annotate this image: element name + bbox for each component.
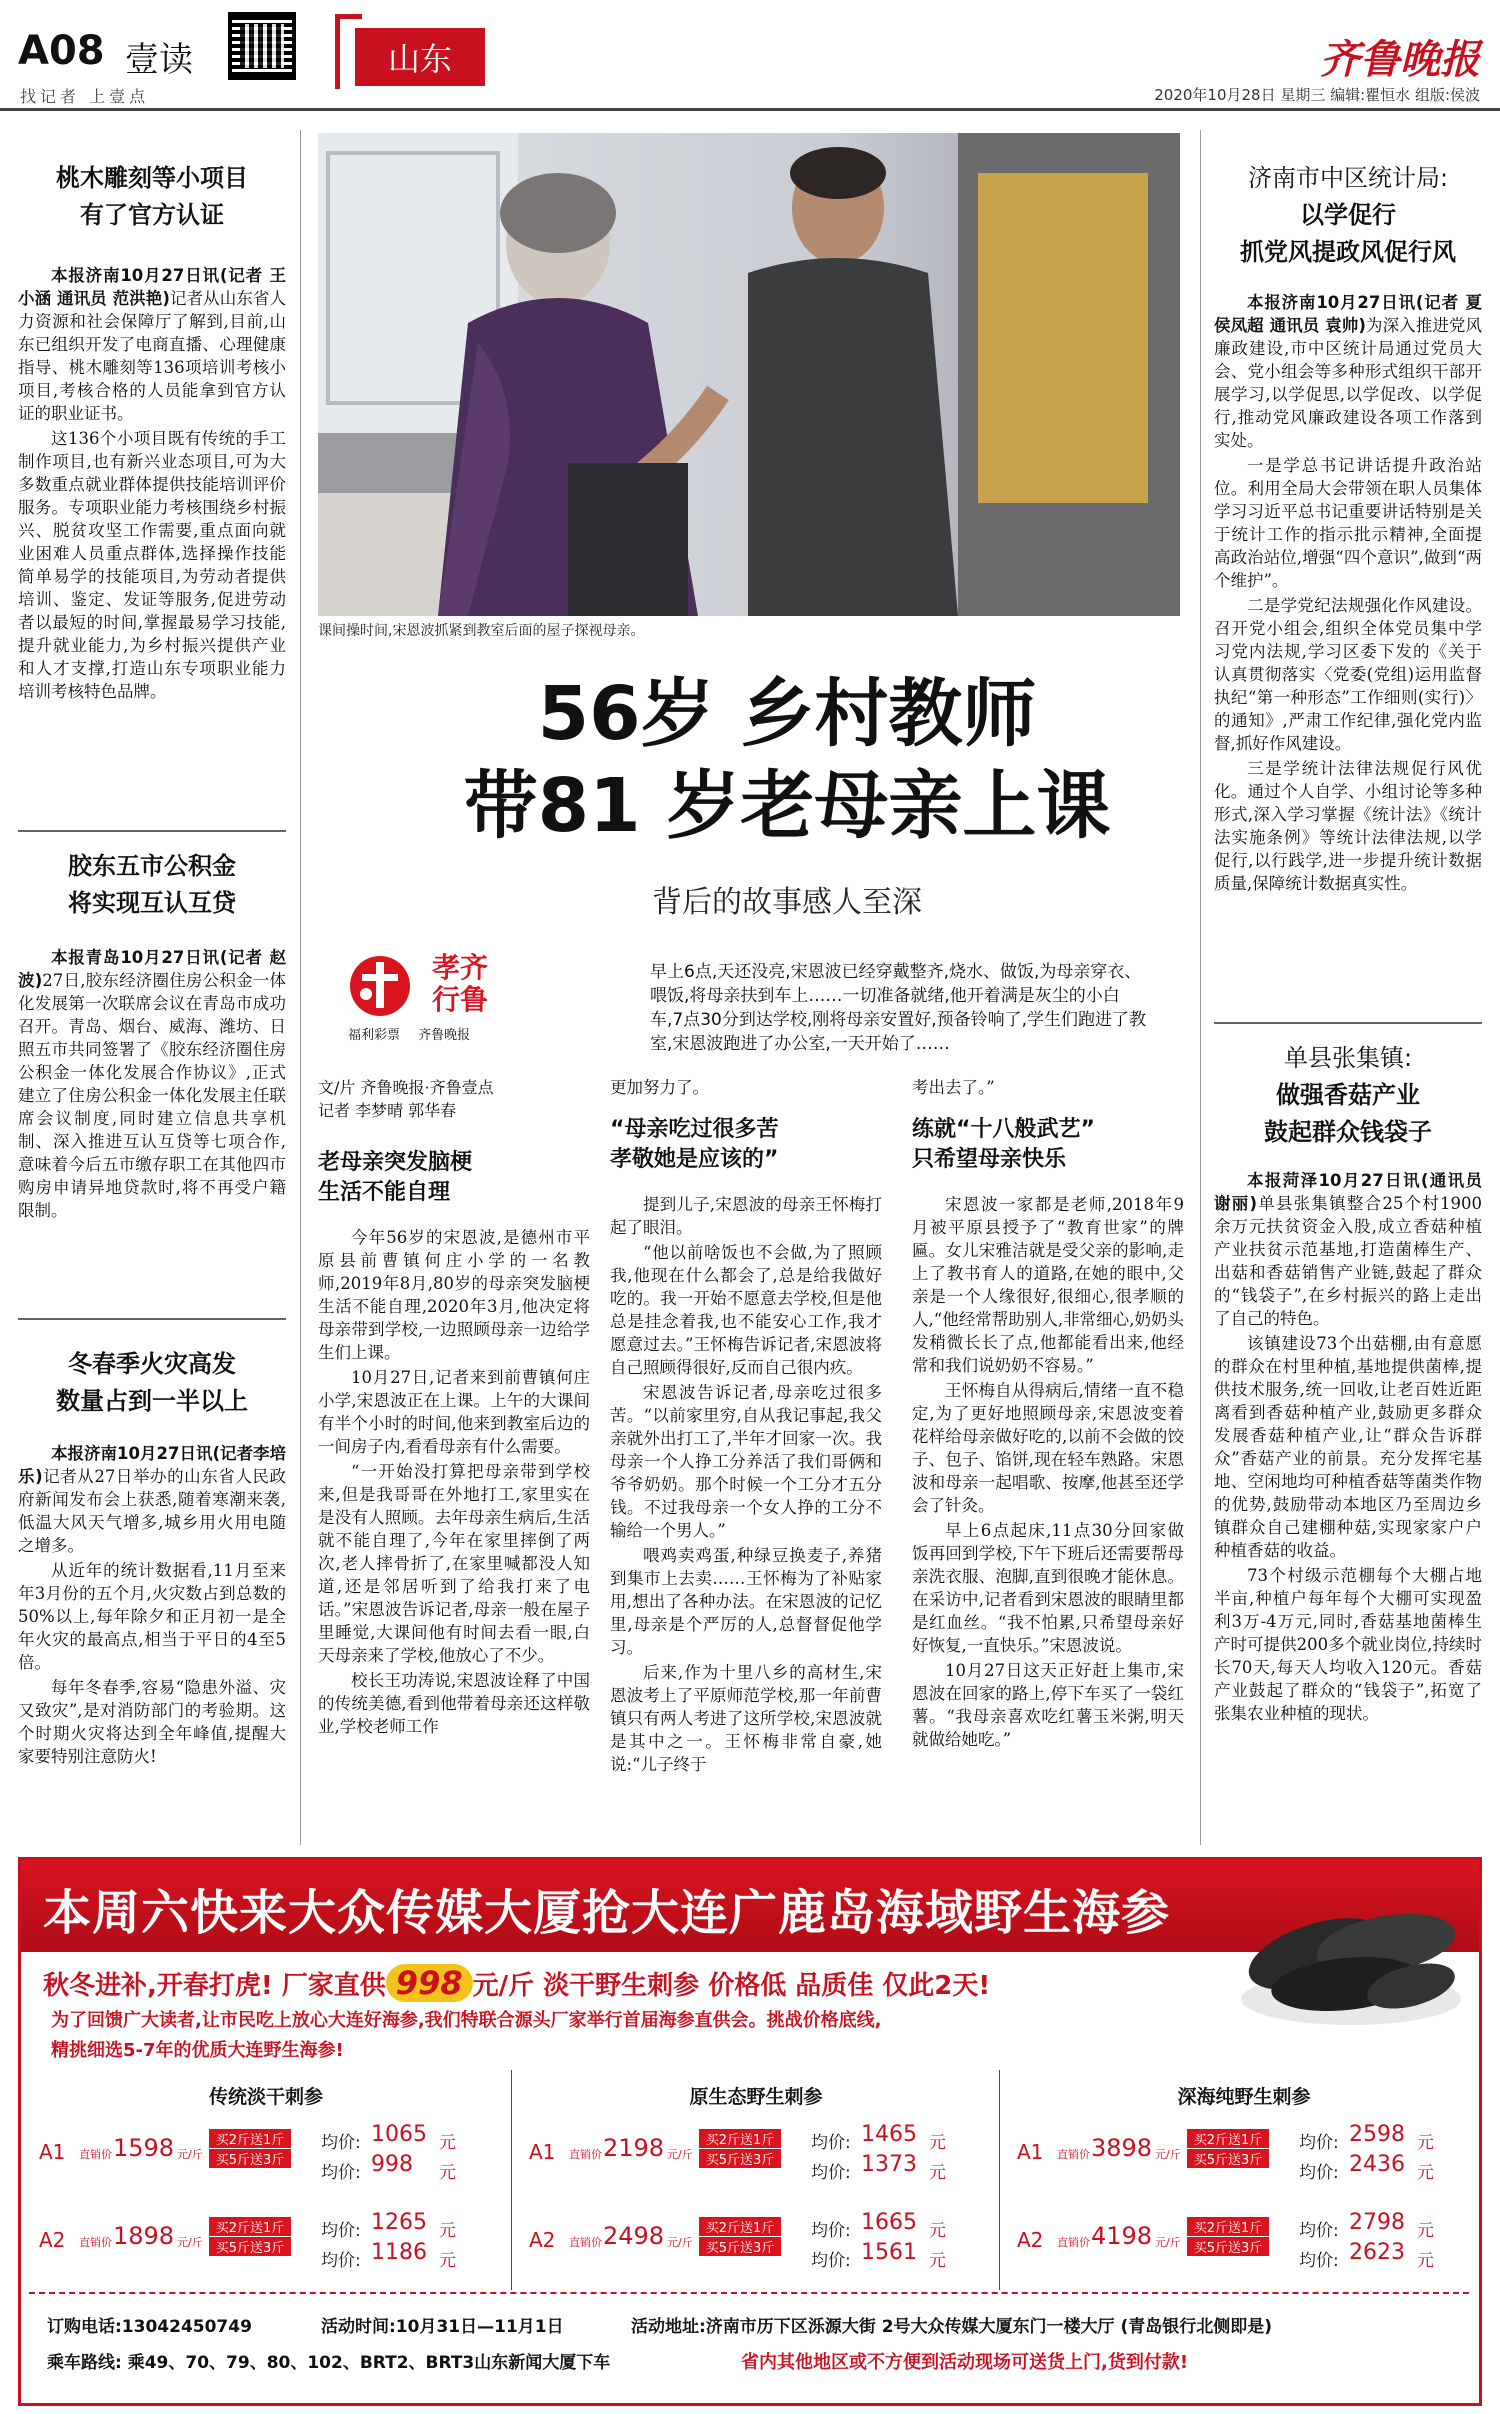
avg-price: 1065 [371,2122,427,2147]
avg-label: 均价: [321,2251,361,2271]
section-name: 壹读 [125,40,193,80]
product-price-row [1009,2118,1479,2198]
ad-address: 活动地址:济南市历下区泺源大街 2号大众传媒大厦东门一楼大厅 (青岛银行北侧即是) [631,2317,1273,2337]
article-body [18,1442,286,1768]
article-title: 有了官方认证 [80,201,224,229]
product-price: 1598 [113,2134,175,2162]
deal-badges [1187,2128,1269,2169]
article-body [318,1226,590,1738]
ad-route: 乘车路线: 乘49、70、79、80、102、BRT2、BRT3山东新闻大厦下车 [47,2353,611,2373]
article-text: 今年56岁的宋恩波,是德州市平原县前曹镇何庄小学的一名教师,2019年8月,80岁的母亲突发脑梗生活不能自理,2020年3月,他决定将母亲带到学校,一边照顾母亲一边给学生们上课。 [318,1228,590,1362]
avg-unit: 元 [439,2251,456,2271]
product-id: A2 [39,2228,66,2252]
ad-divider [999,2070,1000,2290]
main-column-2 [610,1076,882,1778]
section-subhead: 练就“十八般武艺” [912,1117,1095,1142]
product-price-row [521,2118,991,2198]
deal-badge: 买5斤送3斤 [699,2237,781,2256]
article-title: 冬春季火灾高发 [68,1350,236,1378]
lottery-logo-icon [340,948,432,1022]
orig-price-label: 直销价 [569,2148,602,2161]
article-kicker: 单县张集镇: [1283,1044,1413,1072]
product-price-row [1009,2206,1479,2286]
logo-sub: 齐鲁晚报 [418,1028,471,1043]
avg-unit: 元 [439,2163,456,2183]
avg-unit: 元 [1417,2221,1434,2241]
product-title: 传统淡干刺参 [208,2086,323,2108]
article-text: 每年冬春季,容易“隐患外溢、灾又致灾”,是对消防部门的考验期。这个时期火灾将达到全年峰值,提醒大家要特别注意防火! [18,1678,286,1766]
avg-unit: 元 [929,2133,946,2153]
product-price-row [521,2206,991,2286]
article-body [18,264,286,703]
price-unit: 元/斤 [177,2236,203,2249]
article-text: 提到儿子,宋恩波的母亲王怀梅打起了眼泪。 [610,1195,882,1237]
ad-description: 精挑细选5-7年的优质大连野生海参! [51,2040,344,2061]
main-column-3 [912,1076,1184,1753]
ad-title: 本周六快来大众传媒大厦抢大连广鹿岛海域野生海参 [43,1885,1171,1941]
article-body [18,946,286,1222]
avg-price: 2598 [1349,2122,1405,2147]
deal-badges [699,2216,781,2257]
product-price: 1898 [113,2222,175,2250]
avg-label: 均价: [321,2221,361,2241]
article-intro: 早上6点,天还没亮,宋恩波已经穿戴整齐,烧水、做饭,为母亲穿衣、喂饭,将母亲扶到车上……一切准备就绪,他开着满是灰尘的小白车,7点30分到达学校,刚将母亲安置好,预备铃响了,学生们跑进了教室,宋恩波跑进了办公室,一天开始了…… [650,962,1147,1054]
article-text: 王怀梅自从得病后,情绪一直不稳定,为了更好地照顾母亲,宋恩波变着花样给母亲做好吃的,以前不会做的饺子、包子、馅饼,现在轻车熟路。宋恩波和母亲一起唱歌、按摩,他甚至还学会了针灸。 [912,1381,1184,1515]
product-title: 深海纯野生刺参 [1177,2086,1311,2108]
article-title: 将实现互认互贷 [68,889,236,917]
article-divider [1214,1022,1482,1024]
avg-price: 1465 [861,2122,917,2147]
avg-unit: 元 [1417,2133,1434,2153]
deal-badge: 买5斤送3斤 [1187,2149,1269,2168]
article-text: 10月27日这天正好赶上集市,宋恩波在回家的路上,停下车买了一袋红薯。“我母亲喜欢吃红薯玉米粥,明天就做给她吃。” [912,1661,1184,1749]
product-id: A1 [39,2140,66,2164]
avg-label: 均价: [1299,2221,1339,2241]
product-price: 2498 [603,2222,665,2250]
article-text: 记者从27日举办的山东省人民政府新闻发布会上获悉,随着寒潮来袭,低温大风天气增多,城乡用火用电随之增多。 [18,1467,286,1555]
article-text: 从近年的统计数据看,11月至来年3月份的五个月,火灾数占到总数的50%以上,每年除夕和正月初一是全年火灾的最高点,相当于平日的4至5倍。 [18,1561,286,1672]
avg-price: 998 [371,2152,413,2177]
ad-divider [511,2070,512,2290]
price-unit: 元/斤 [177,2148,203,2161]
avg-label: 均价: [1299,2133,1339,2153]
avg-unit: 元 [1417,2251,1434,2271]
masthead-logo: 齐鲁晚报 [1320,36,1480,83]
product-price: 3898 [1091,2134,1153,2162]
ad-promo-text: 秋冬进补,开春打虎! 厂家直供 [43,1971,386,2001]
article-title: 做强香菇产业 [1276,1081,1420,1109]
product-price: 4198 [1091,2222,1153,2250]
left-article-3 [18,1346,286,1770]
avg-label: 均价: [1299,2251,1339,2271]
section-subhead: “母亲吃过很多苦 [610,1117,779,1142]
product-price: 2198 [603,2134,665,2162]
ad-time: 活动时间:10月31日—11月1日 [321,2317,564,2337]
avg-label: 均价: [321,2163,361,2183]
article-text: 10月27日,记者来到前曹镇何庄小学,宋恩波正在上课。上午的大课间有半个小时的时间,他来到教室后边的一间房子内,看看母亲有什么需要。 [318,1368,590,1456]
left-article-2 [18,848,286,1224]
article-text: 考出去了。” [912,1078,995,1097]
deal-badges [209,2128,291,2169]
main-column-1 [318,1076,590,1740]
right-article-1 [1214,160,1482,897]
article-text: 校长王功涛说,宋恩波诠释了中国的传统美德,看到他带着母亲还这样敬业,学校老师工作 [318,1671,590,1736]
article-lead: 本报济南10月27日讯(记者 夏侯凤超 通讯员 袁帅) [1214,293,1482,335]
article-text: 单县张集镇整合25个村1900余万元扶贫资金入股,成立香菇种植产业扶贫示范基地,打造菌棒生产、出菇和香菇销售产业链,鼓起了群众的“钱袋子”,在乡村振兴的路上走出了自己的特色。 [1214,1194,1482,1328]
headline-line-1: 56岁 乡村教师 [537,671,1037,757]
article-body [1214,1169,1482,1725]
avg-unit: 元 [929,2251,946,2271]
avg-unit: 元 [929,2163,946,2183]
logo-sub: 福利彩票 [348,1028,401,1043]
deal-badge: 买2斤送1斤 [699,2217,781,2236]
article-kicker: 济南市中区统计局: [1247,164,1449,192]
article-text: 更加努力了。 [610,1078,709,1097]
avg-unit: 元 [439,2221,456,2241]
article-text: 一是学总书记讲话提升政治站位。利用全局大会带领在职人员集体学习习近平总书记重要讲话特别是关于统计工作的指示批示精神,全面提高政治站位,增强“四个意识”,做到“两个维护”。 [1214,456,1482,590]
article-lead: 本报济南10月27日讯(记者李培乐) [18,1444,286,1486]
campaign-logo [340,948,555,1043]
avg-price: 1373 [861,2152,917,2177]
article-title: 桃木雕刻等小项目 [56,164,248,192]
ad-price-highlight: 998 [386,1964,473,2002]
avg-price: 2623 [1349,2240,1405,2265]
deal-badge: 买2斤送1斤 [1187,2129,1269,2148]
photo-caption: 课间操时间,宋恩波抓紧到教室后面的屋子探视母亲。 [318,623,645,639]
deal-badge: 买5斤送3斤 [699,2149,781,2168]
article-text: 早上6点起床,11点30分回家做饭再回到学校,下午下班后还需要帮母亲洗衣服、泡脚,直到很晚才能休息。在采访中,记者看到宋恩波的眼睛里都是红血丝。“我不怕累,只希望母亲好好恢复,一直快乐。”宋恩波说。 [912,1521,1184,1655]
deal-badge: 买2斤送1斤 [699,2129,781,2148]
header-meta: 2020年10月28日 星期三 编辑:瞿恒水 组版:侯波 [1154,86,1480,104]
avg-label: 均价: [811,2163,851,2183]
orig-price-label: 直销价 [569,2236,602,2249]
article-text: 喂鸡卖鸡蛋,种绿豆换麦子,养猪到集市上去卖……王怀梅为了补贴家用,想出了各种办法。在宋恩波的记忆里,母亲是个严厉的人,总督督促他学习。 [610,1546,882,1657]
section-subhead: 老母亲突发脑梗 [318,1150,473,1175]
left-column-divider [300,130,301,1845]
ad-divider [29,2292,1469,2294]
price-unit: 元/斤 [667,2148,693,2161]
logo-text: 孝齐 [432,951,489,984]
section-tag: 山东 [355,28,485,86]
price-unit: 元/斤 [1155,2148,1181,2161]
section-subhead: 只希望母亲快乐 [912,1147,1067,1172]
article-text: 73个村级示范棚每个大棚占地半亩,种植户每年每个大棚可实现盈利3万-4万元,同时,香菇基地菌棒生产时可提供200多个就业岗位,持续时长70天,每天人均收入120元。香菇产业鼓起了群众的“钱袋子”,拓宽了张集农业种植的现状。 [1214,1566,1482,1723]
product-price-row [31,2206,501,2286]
article-lead: 本报济南10月27日讯(记者 王小涵 通讯员 范洪艳) [18,266,286,308]
article-text: 记者从山东省人力资源和社会保障厅了解到,目前,山东已组织开发了电商直播、心理健康指导、桃木雕刻等136项培训考核小项目,考核合格的人员能拿到官方认证的职业证书。 [18,289,287,423]
qr-code-icon[interactable] [228,12,296,80]
deal-badge: 买2斤送1斤 [1187,2217,1269,2236]
orig-price-label: 直销价 [79,2148,112,2161]
advertisement [18,1857,1482,2406]
avg-price: 1265 [371,2210,427,2235]
subheadline: 背后的故事感人至深 [652,885,922,920]
orig-price-label: 直销价 [1057,2236,1090,2249]
headline-line-2: 带81 岁老母亲上课 [463,763,1111,849]
price-unit: 元/斤 [1155,2236,1181,2249]
article-photo [318,133,1180,616]
avg-unit: 元 [439,2133,456,2153]
ad-promo-text: 元/斤 淡干野生刺参 价格低 品质佳 仅此2天! [472,1971,991,2001]
avg-label: 均价: [321,2133,361,2153]
deal-badges [209,2216,291,2257]
deal-badge: 买5斤送3斤 [209,2149,291,2168]
byline: 文/片 齐鲁晚报·齐鲁壹点 [318,1078,494,1097]
article-text: 后来,作为十里八乡的高材生,宋恩波考上了平原师范学校,那一年前曹镇只有两人考进了这所学校,宋恩波就是其中之一。王怀梅非常自豪,她说:“儿子终于 [610,1663,882,1774]
header-slogan: 找记者 上壹点 [20,87,150,106]
product-title: 原生态野生刺参 [689,2086,823,2108]
deal-badges [1187,2216,1269,2257]
logo-text: 行鲁 [432,983,489,1016]
ad-delivery-note: 省内其他地区或不方便到活动现场可送货上门,货到付款! [741,2352,1189,2373]
deal-badge: 买5斤送3斤 [209,2237,291,2256]
product-id: A1 [1017,2140,1044,2164]
article-text: 为深入推进党风廉政建设,市中区统计局通过党员大会、党小组会等多种形式组织干部开展学习,以学促思,以学促改、以学促行,推动党风廉政建设各项工作落到实处。 [1214,316,1483,450]
article-lead: 本报青岛10月27日讯(记者 赵波) [18,948,286,990]
avg-label: 均价: [811,2133,851,2153]
article-text: “他以前啥饭也不会做,为了照顾我,他现在什么都会了,总是给我做好吃的。我一开始不愿意去学校,但是他总是挂念着我,也不能安心工作,我才愿意过去。”王怀梅告诉记者,宋恩波将自己照顾得很好,反而自己很内疚。 [610,1243,882,1377]
page-number: A08 [18,28,105,74]
right-column-divider [1200,130,1201,1845]
section-subhead: 生活不能自理 [318,1180,451,1205]
right-article-2 [1214,1040,1482,1727]
left-article-1 [18,160,286,705]
avg-price: 1561 [861,2240,917,2265]
byline: 记者 李梦晴 郭华春 [318,1101,457,1120]
avg-price: 1665 [861,2210,917,2235]
article-title: 胶东五市公积金 [68,852,236,880]
avg-price: 2436 [1349,2152,1405,2177]
product-id: A1 [529,2140,556,2164]
price-unit: 元/斤 [667,2236,693,2249]
article-divider [18,1318,286,1320]
article-divider [18,830,286,832]
deal-badge: 买2斤送1斤 [209,2217,291,2236]
article-text: 这136个小项目既有传统的手工制作项目,也有新兴业态项目,可为大多数重点就业群体提供技能培训评价服务。专项职业能力考核围绕乡村振兴、脱贫攻坚工作需要,重点面向就业困难人员重点群体,选择操作技能简单易学的技能项目,为劳动者提供培训、鉴定、发证等服务,促进劳动者以最短的时间,掌握最易学习技能,提升就业能力,为乡村振兴提供产业和人才支撑,打造山东专项职业能力培训考核特色品牌。 [18,429,286,701]
section-subhead: 孝敬她是应该的” [610,1147,779,1172]
avg-label: 均价: [1299,2163,1339,2183]
product-id: A2 [529,2228,556,2252]
article-title: 鼓起群众钱袋子 [1264,1118,1432,1146]
article-body [610,1193,882,1776]
article-text: 二是学党纪法规强化作风建设。召开党小组会,组织全体党员集中学习党内法规,学习区委下发的《关于认真贯彻落实〈党委(党组)运用监督执纪“第一种形态”工作细则(实行)〉的通知》,严肃工作纪律,强化党内监督,抓好作风建设。 [1214,596,1482,753]
avg-price: 2798 [1349,2210,1405,2235]
ad-phone[interactable]: 订购电话:13042450749 [47,2317,252,2337]
orig-price-label: 直销价 [79,2236,112,2249]
article-text: 27日,胶东经济圈住房公积金一体化发展第一次联席会议在青岛市成功召开。青岛、烟台、威海、潍坊、日照五市共同签署了《胶东经济圈住房公积金一体化发展合作协议》,正式建立了住房公积金一体化发展主任联席会议制度,同时建立信息共享机制、深入推进互认互贷等七项合作,意味着今后五市缴存职工在其他四市购房申请异地贷款时,将不再受户籍限制。 [18,971,286,1220]
deal-badges [699,2128,781,2169]
article-body [1214,291,1482,895]
article-text: 该镇建设73个出菇棚,由有意愿的群众在村里种植,基地提供菌棒,提供技术服务,统一回收,让老百姓近距离看到香菇种植产业,鼓励更多群众发展香菇种植产业,让“群众告诉群众”香菇产业的前景。充分发挥宅基地、空闲地均可种植香菇等菌类作物的优势,鼓励带动本地区乃至周边乡镇群众自己建棚种菇,实现家家户户种植香菇的收益。 [1214,1334,1482,1560]
avg-unit: 元 [1417,2163,1434,2183]
deal-badge: 买2斤送1斤 [209,2129,291,2148]
orig-price-label: 直销价 [1057,2148,1090,2161]
avg-price: 1186 [371,2240,427,2265]
avg-label: 均价: [811,2221,851,2241]
article-lead: 本报菏泽10月27日讯(通讯员 谢丽) [1214,1171,1482,1213]
article-text: 宋恩波告诉记者,母亲吃过很多苦。“以前家里穷,自从我记事起,我父亲就外出打工了,半年才回家一次。我母亲一个人挣工分养活了我们哥俩和爷爷奶奶。那个时候一个工分才五分钱。不过我母亲一个女人挣的工分不输给一个男人。” [610,1383,882,1540]
deal-badge: 买5斤送3斤 [1187,2237,1269,2256]
avg-label: 均价: [811,2251,851,2271]
article-title: 以学促行 [1300,201,1396,229]
product-id: A2 [1017,2228,1044,2252]
article-text: 三是学统计法律法规促行风优化。通过个人自学、小组讨论等多种形式,深入学习掌握《统计法》《统计法实施条例》等统计法律法规,以学促行,以行践学,进一步提升统计数据质量,保障统计数据真实性。 [1214,759,1482,893]
sea-cucumber-icon [1236,1874,1466,2034]
article-title: 抓党风提政风促行风 [1240,238,1456,266]
ad-promo-line [43,1964,990,2002]
article-text: 宋恩波一家都是老师,2018年9月被平原县授予了“教育世家”的牌匾。女儿宋雅洁就是受父亲的影响,走上了教书育人的道路,在她的眼中,父亲是一个人缘很好,很细心,很孝顺的人,“他经常帮助别人,非常细心,奶奶头发稍微长长了点,他都能看出来,他经常和我们说奶奶不容易。” [912,1195,1184,1375]
header-divider [0,108,1500,111]
avg-unit: 元 [929,2221,946,2241]
article-title: 数量占到一半以上 [56,1387,248,1415]
product-price-row [31,2118,501,2198]
ad-description: 为了回馈广大读者,让市民吃上放心大连好海参,我们特联合源头厂家举行首届海参直供会。挑战价格底线, [51,2010,882,2031]
article-text: “一开始没打算把母亲带到学校来,但是我哥哥在外地打工,家里实在是没有人照顾。去年母亲生病后,生活就不能自理了,今年在家里摔倒了两次,老人摔骨折了,在家里喊都没人知道,还是邻居听到了给我打来了电话。”宋恩波告诉记者,母亲一般在屋子里睡觉,大课间他有时间去看一眼,白天母亲来了学校,他放心了不少。 [318,1462,590,1665]
article-body [912,1193,1184,1751]
